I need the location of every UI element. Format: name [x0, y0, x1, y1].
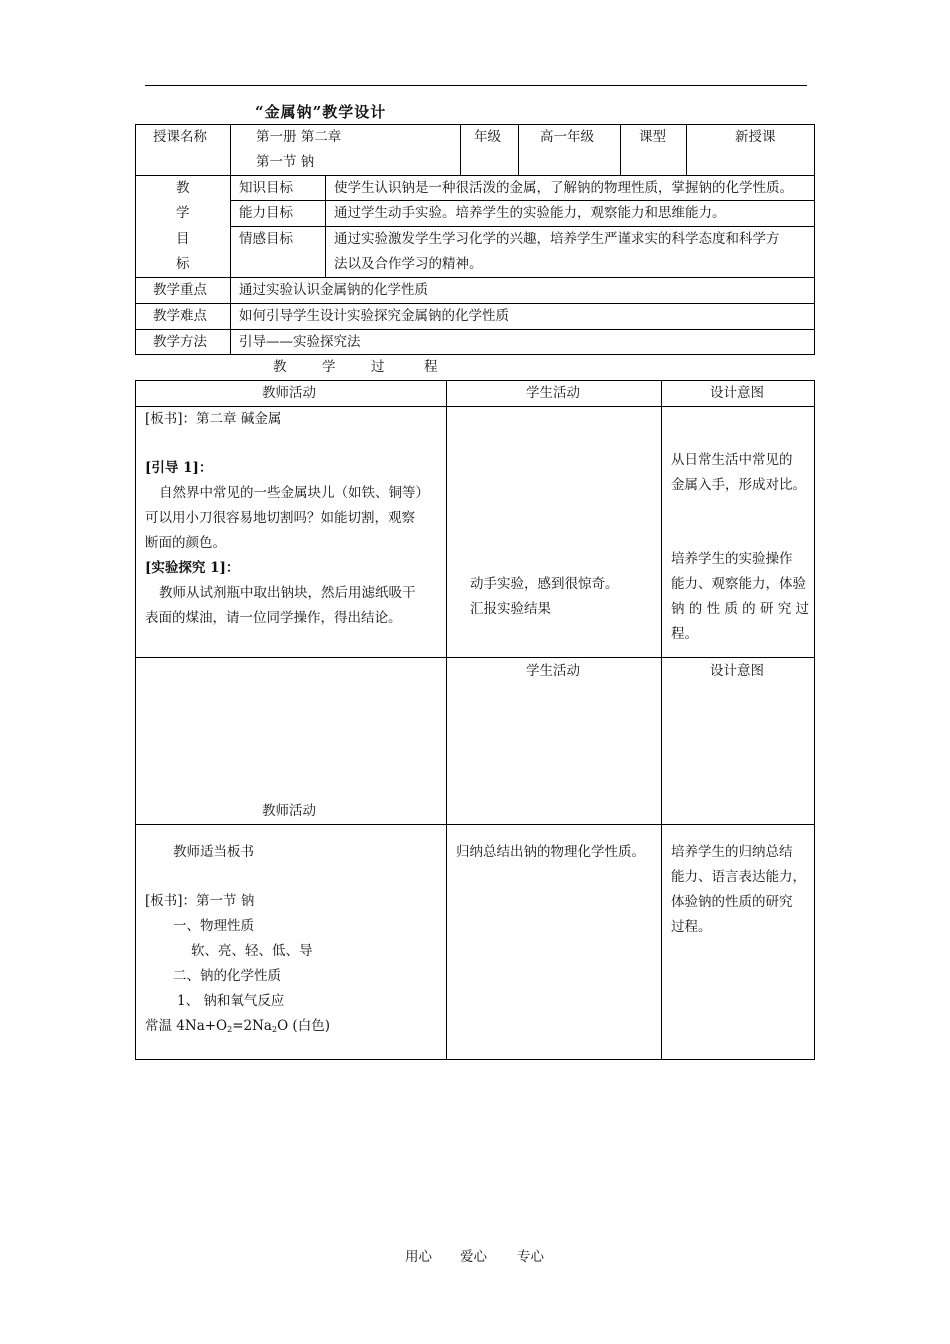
guide-text-line: 断面的颜色。 — [145, 535, 226, 551]
method-text: 引导——实验探究法 — [239, 334, 361, 350]
emotion-goal-text-line2: 法以及合作学习的精神。 — [334, 256, 483, 272]
header-student: 学生活动 — [526, 385, 580, 401]
design-intent-line: 能力、语言表达能力， — [671, 869, 806, 885]
experiment-text-line: 表面的煤油，请一位同学操作，得出结论。 — [145, 610, 402, 626]
knowledge-goal-text: 使学生认识钠是一种很活泼的金属，了解钠的物理性质，掌握钠的化学性质。 — [334, 180, 793, 196]
footer-item: 专心 — [517, 1249, 544, 1265]
teacher-board-line: 二、钠的化学性质 — [173, 968, 281, 984]
teacher-board-line: 1、 钠和氧气反应 — [177, 993, 285, 1009]
design-intent-line: 从日常生活中常见的 — [671, 452, 793, 468]
emotion-goal-label: 情感目标 — [239, 231, 293, 247]
student-activity-line: 动手实验，感到很惊奇。 — [470, 576, 619, 592]
teacher-activity-label: 教师活动 — [262, 803, 316, 819]
knowledge-goal-label: 知识目标 — [239, 180, 293, 196]
grade-label: 年级 — [474, 129, 501, 145]
difficulty-label: 教学难点 — [153, 308, 207, 324]
ability-goal-text: 通过学生动手实验。培养学生的实验能力，观察能力和思维能力。 — [334, 205, 726, 221]
type-label: 课型 — [639, 129, 666, 145]
design-intent-line: 程。 — [671, 626, 698, 642]
design-intent-label: 设计意图 — [710, 663, 764, 679]
design-intent-line: 能力、观察能力，体验 — [671, 576, 806, 592]
board-note: [板书]：第二章 碱金属 — [145, 411, 282, 427]
design-intent-line: 培养学生的归纳总结 — [671, 844, 793, 860]
grade-value: 高一年级 — [540, 129, 594, 145]
teacher-board-line: [板书]：第一节 钠 — [145, 893, 255, 909]
design-intent-line: 金属入手，形成对比。 — [671, 477, 806, 493]
design-intent-line: 体验钠的性质的研究 — [671, 894, 793, 910]
key-point-text: 通过实验认识金属钠的化学性质 — [239, 282, 428, 298]
ability-goal-label: 能力目标 — [239, 205, 293, 221]
footer-item: 用心 — [405, 1249, 432, 1265]
course-label: 授课名称 — [153, 129, 207, 145]
method-label: 教学方法 — [153, 334, 207, 350]
student-activity-line: 汇报实验结果 — [470, 601, 551, 617]
guide-text-line: 可以用小刀很容易地切割吗？如能切割，观察 — [145, 510, 415, 526]
course-value-line2: 第一节 钠 — [256, 154, 315, 170]
objectives-side-char: 目 — [176, 231, 190, 247]
header-teacher: 教师活动 — [262, 385, 316, 401]
course-value-line1: 第一册 第二章 — [256, 129, 342, 145]
footer-item: 爱心 — [460, 1249, 487, 1265]
objectives-side-char: 标 — [176, 256, 190, 272]
student-activity-label: 学生活动 — [526, 663, 580, 679]
objectives-side-char: 教 — [176, 180, 190, 196]
experiment-label: [实验探究 1]： — [145, 560, 240, 576]
reaction-equation: 常温 $4Na+O_2=2Na_2O$ (白色) — [145, 1018, 330, 1034]
guide-label: [引导 1]： — [145, 460, 213, 476]
emotion-goal-text-line1: 通过实验激发学生学习化学的兴趣，培养学生严谨求实的科学态度和科学方 — [334, 231, 780, 247]
teacher-board-line: 教师适当板书 — [173, 844, 254, 860]
experiment-text-line: 教师从试剂瓶中取出钠块，然后用滤纸吸干 — [159, 585, 416, 601]
teacher-board-line: 一、物理性质 — [173, 918, 254, 934]
key-point-label: 教学重点 — [153, 282, 207, 298]
teacher-board-line: 软、亮、轻、低、导 — [191, 943, 313, 959]
document-title: “金属钠”教学设计 — [255, 103, 387, 121]
design-intent-line: 培养学生的实验操作 — [671, 551, 793, 567]
student-summary: 归纳总结出钠的物理化学性质。 — [456, 844, 645, 860]
header-rule — [145, 85, 807, 86]
difficulty-text: 如何引导学生设计实验探究金属钠的化学性质 — [239, 308, 509, 324]
header-design: 设计意图 — [710, 385, 764, 401]
objectives-side-char: 学 — [176, 205, 190, 221]
design-intent-line: 钠 的 性 质 的 研 究 过 — [671, 601, 810, 617]
design-intent-line: 过程。 — [671, 919, 712, 935]
guide-text-line: 自然界中常见的一些金属块儿（如铁、铜等） — [159, 485, 429, 501]
type-value: 新授课 — [735, 129, 776, 145]
